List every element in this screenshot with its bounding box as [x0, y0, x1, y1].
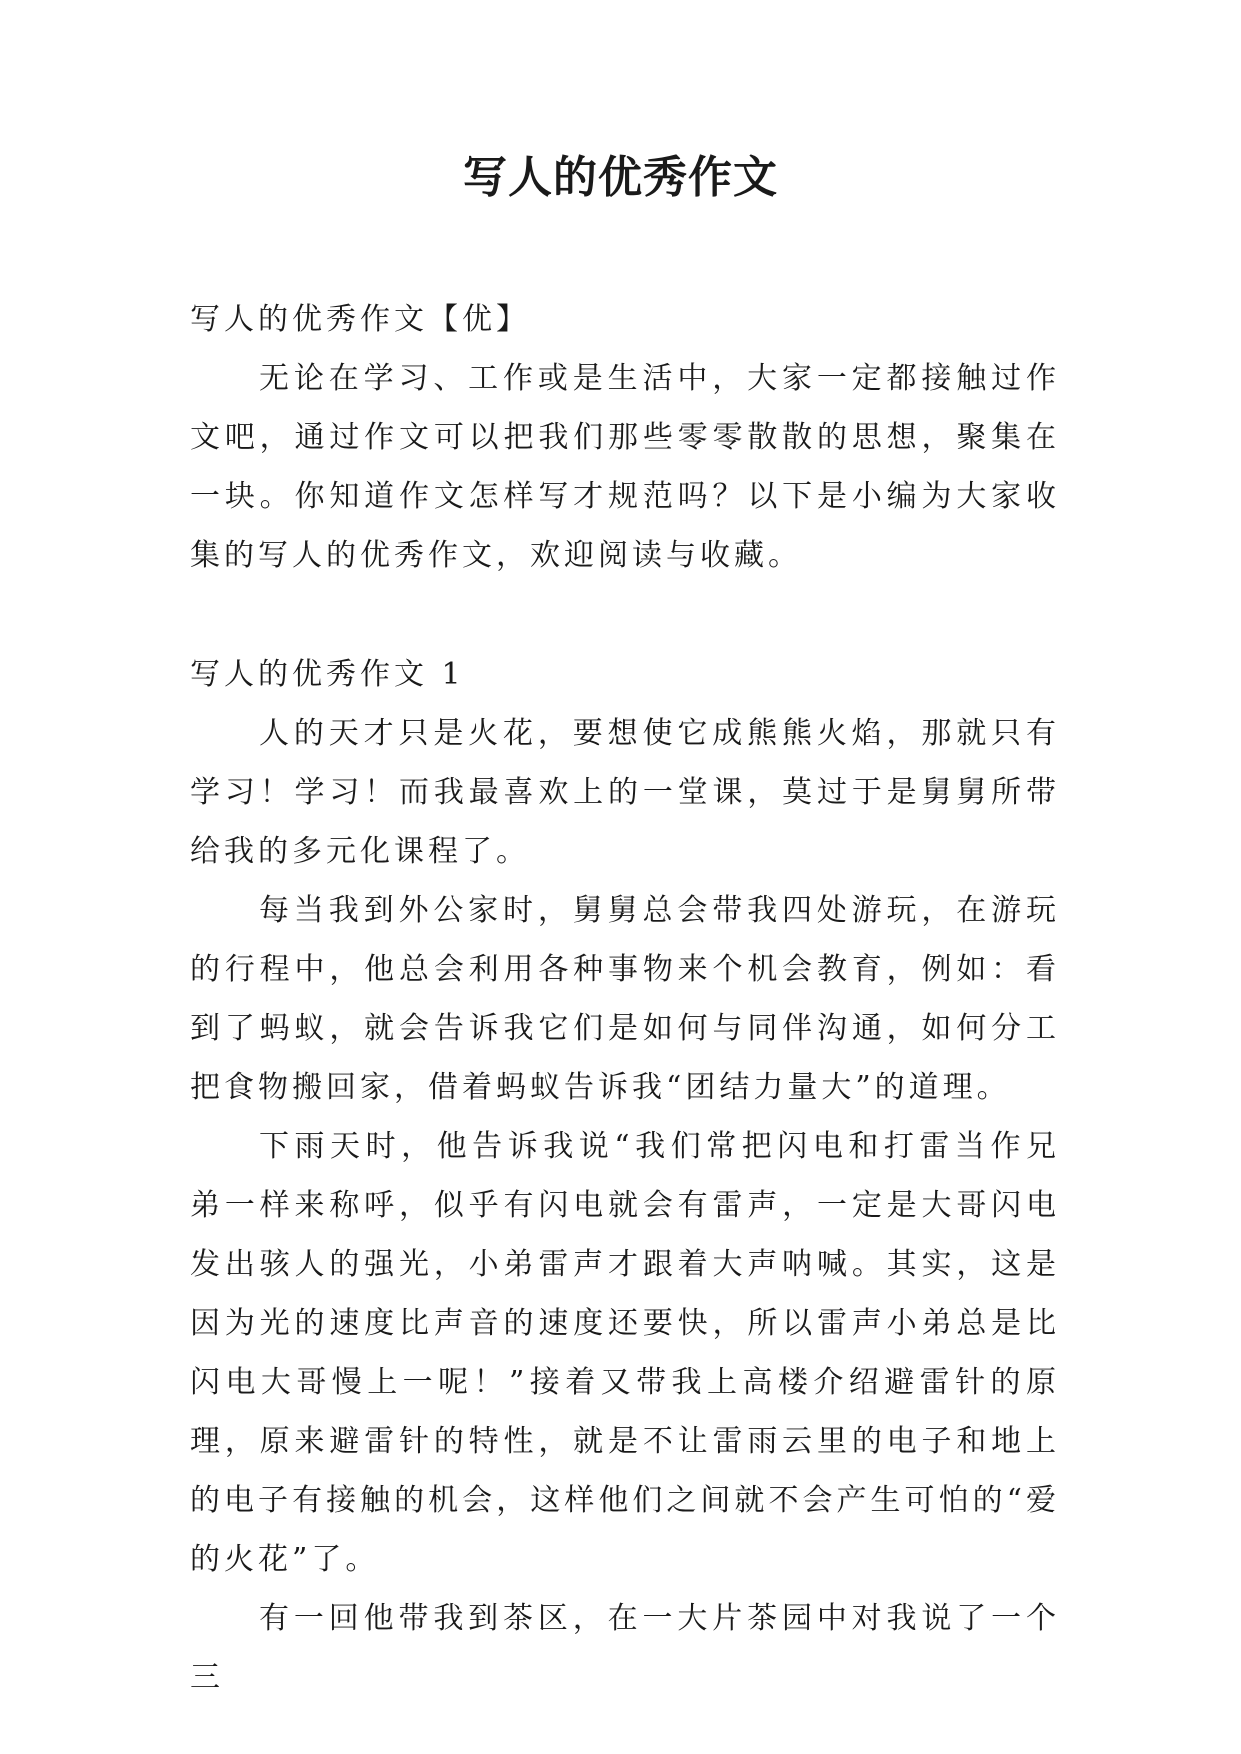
- essay-1-heading: 写人的优秀作文 1: [190, 657, 465, 692]
- intro-heading: 写人的优秀作文【优】: [190, 302, 530, 337]
- intro-paragraph: 无论在学习、工作或是生活中，大家一定都接触过作文吧，通过作文可以把我们那些零零散散的思想，聚集在一块。你知道作文怎样写才规范吗？以下是小编为大家收集的写人的优秀作文，欢迎阅读与收藏。: [190, 361, 1060, 573]
- essay-1-paragraph: 人的天才只是火花，要想使它成熊熊火焰，那就只有学习！学习！而我最喜欢上的一堂课，莫过于是舅舅所带给我的多元化课程了。: [190, 716, 1060, 869]
- essay-1-paragraph: 每当我到外公家时，舅舅总会带我四处游玩，在游玩的行程中，他总会利用各种事物来个机会教育，例如：看到了蚂蚁，就会告诉我它们是如何与同伴沟通，如何分工把食物搬回家，借着蚂蚁告诉我“团结力量大”的道理。: [190, 893, 1060, 1105]
- essay-1-paragraph: 有一回他带我到茶区，在一大片茶园中对我说了一个三: [190, 1601, 1060, 1695]
- document-body: [190, 290, 1060, 1707]
- essay-1-paragraph: 下雨天时，他告诉我说“我们常把闪电和打雷当作兄弟一样来称呼，似乎有闪电就会有雷声，一定是大哥闪电发出骇人的强光，小弟雷声才跟着大声呐喊。其实，这是因为光的速度比声音的速度还要快，所以雷声小弟总是比闪电大哥慢上一呢！”接着又带我上高楼介绍避雷针的原理，原来避雷针的特性，就是不让雷雨云里的电子和地上的电子有接触的机会，这样他们之间就不会产生可怕的“爱的火花”了。: [190, 1129, 1060, 1577]
- document-title: 写人的优秀作文: [463, 152, 778, 203]
- section-gap: [190, 585, 1060, 645]
